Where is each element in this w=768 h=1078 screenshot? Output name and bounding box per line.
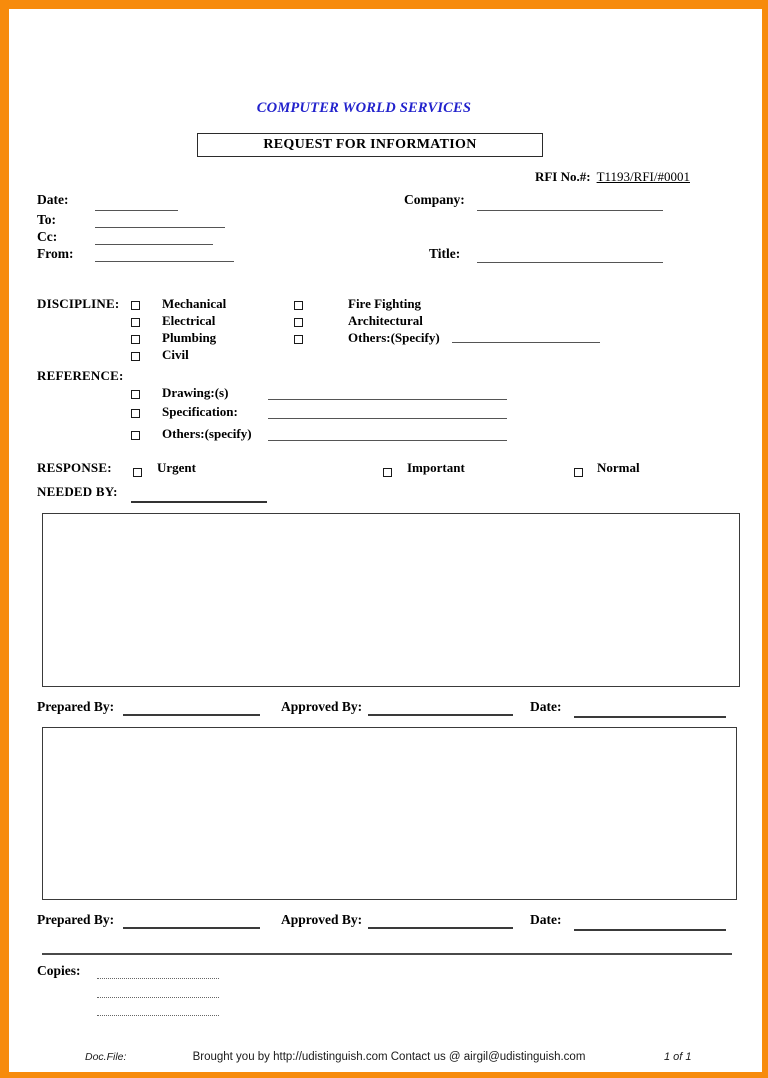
page-number: 1 of 1 [664,1051,692,1063]
date-label: Date: [37,192,69,207]
cc-label: Cc: [37,229,58,244]
rfi-number-label: RFI No.#: [534,169,591,184]
checkbox-icon-important[interactable] [383,468,392,477]
approved-by-label-2: Approved By: [281,912,363,927]
title-input-line[interactable] [477,262,663,263]
checkbox-icon[interactable] [131,390,140,399]
option-label: Electrical [162,313,216,328]
option-label: Mechanical [162,296,227,311]
cc-input-line[interactable] [95,244,213,245]
checkbox-icon[interactable] [131,431,140,440]
reference-section-label: REFERENCE: [37,368,124,383]
response-option-urgent[interactable]: Urgent [157,460,196,475]
option-label: Architectural [348,313,423,328]
discipline-option-mechanical[interactable] [131,296,226,312]
page-border-bottom [0,1072,768,1078]
discipline-others-input-line[interactable] [452,342,600,343]
needed-by-label: NEEDED BY: [37,484,118,499]
title-label: Title: [429,246,461,261]
company-label: Company: [404,192,465,207]
reference-others-input-line[interactable] [268,440,507,441]
option-label: Fire Fighting [348,296,422,311]
checkbox-icon-normal[interactable] [574,468,583,477]
document-sheet [9,9,762,1072]
from-input-line[interactable] [95,261,234,262]
date-label-1: Date: [530,699,562,714]
rfi-number-row [9,169,690,185]
checkbox-icon[interactable] [131,409,140,418]
discipline-option-plumbing[interactable] [131,330,216,346]
approved-by-input-line-2[interactable] [368,927,513,929]
copies-section-divider [42,953,732,955]
company-input-line[interactable] [477,210,663,211]
approved-by-input-line-1[interactable] [368,714,513,716]
checkbox-icon[interactable] [294,318,303,327]
reference-option-specification[interactable] [131,404,238,420]
checkbox-icon[interactable] [294,335,303,344]
approved-by-label-1: Approved By: [281,699,363,714]
option-label: Others:(specify) [162,426,252,441]
response-option-normal[interactable]: Normal [597,460,640,475]
date-label-2: Date: [530,912,562,927]
option-label: Drawing:(s) [162,385,229,400]
checkbox-icon[interactable] [131,318,140,327]
date-input-line[interactable] [95,210,178,211]
form-title: REQUEST FOR INFORMATION [197,133,543,157]
checkbox-icon[interactable] [131,352,140,361]
page-border-right [762,0,768,1078]
option-label: Plumbing [162,330,217,345]
discipline-option-others[interactable] [294,330,440,346]
discipline-option-fire-fighting[interactable] [294,296,421,312]
needed-by-input-line[interactable] [131,501,267,503]
to-label: To: [37,212,57,227]
date-input-line-2[interactable] [574,929,726,931]
discipline-option-electrical[interactable] [131,313,215,329]
prepared-by-input-line-1[interactable] [123,714,260,716]
rfi-number-value[interactable]: T1193/RFI/#0001 [596,169,690,184]
footer-credit: Brought you by http://udistinguish.com Contact us @ airgil@udistinguish.com [192,1051,586,1063]
option-label: Specification: [162,404,238,419]
discipline-option-architectural[interactable] [294,313,423,329]
question-text-box[interactable] [42,513,740,687]
checkbox-icon[interactable] [294,301,303,310]
reference-drawings-input-line[interactable] [268,399,507,400]
copies-line-2[interactable] [97,997,219,998]
response-option-important[interactable]: Important [407,460,465,475]
prepared-by-label-1: Prepared By: [37,699,115,714]
copies-line-3[interactable] [97,1015,219,1016]
checkbox-icon-urgent[interactable] [133,468,142,477]
option-label: Others:(Specify) [348,330,440,345]
copies-label: Copies: [37,963,81,978]
prepared-by-label-2: Prepared By: [37,912,115,927]
answer-text-box[interactable] [42,727,737,900]
from-label: From: [37,246,74,261]
date-input-line-1[interactable] [574,716,726,718]
response-section-label: RESPONSE: [37,460,112,475]
company-name: COMPUTER WORLD SERVICES [256,100,472,116]
prepared-by-input-line-2[interactable] [123,927,260,929]
doc-file-label: Doc.File: [85,1051,127,1063]
checkbox-icon[interactable] [131,301,140,310]
discipline-option-civil[interactable] [131,347,189,363]
option-label: Civil [162,347,189,362]
checkbox-icon[interactable] [131,335,140,344]
to-input-line[interactable] [95,227,225,228]
page-border-left [0,0,9,1078]
discipline-section-label: DISCIPLINE: [37,296,120,311]
page-border-top [0,0,768,9]
reference-option-others[interactable] [131,426,252,442]
reference-option-drawings[interactable] [131,385,228,401]
reference-specification-input-line[interactable] [268,418,507,419]
copies-line-1[interactable] [97,978,219,979]
